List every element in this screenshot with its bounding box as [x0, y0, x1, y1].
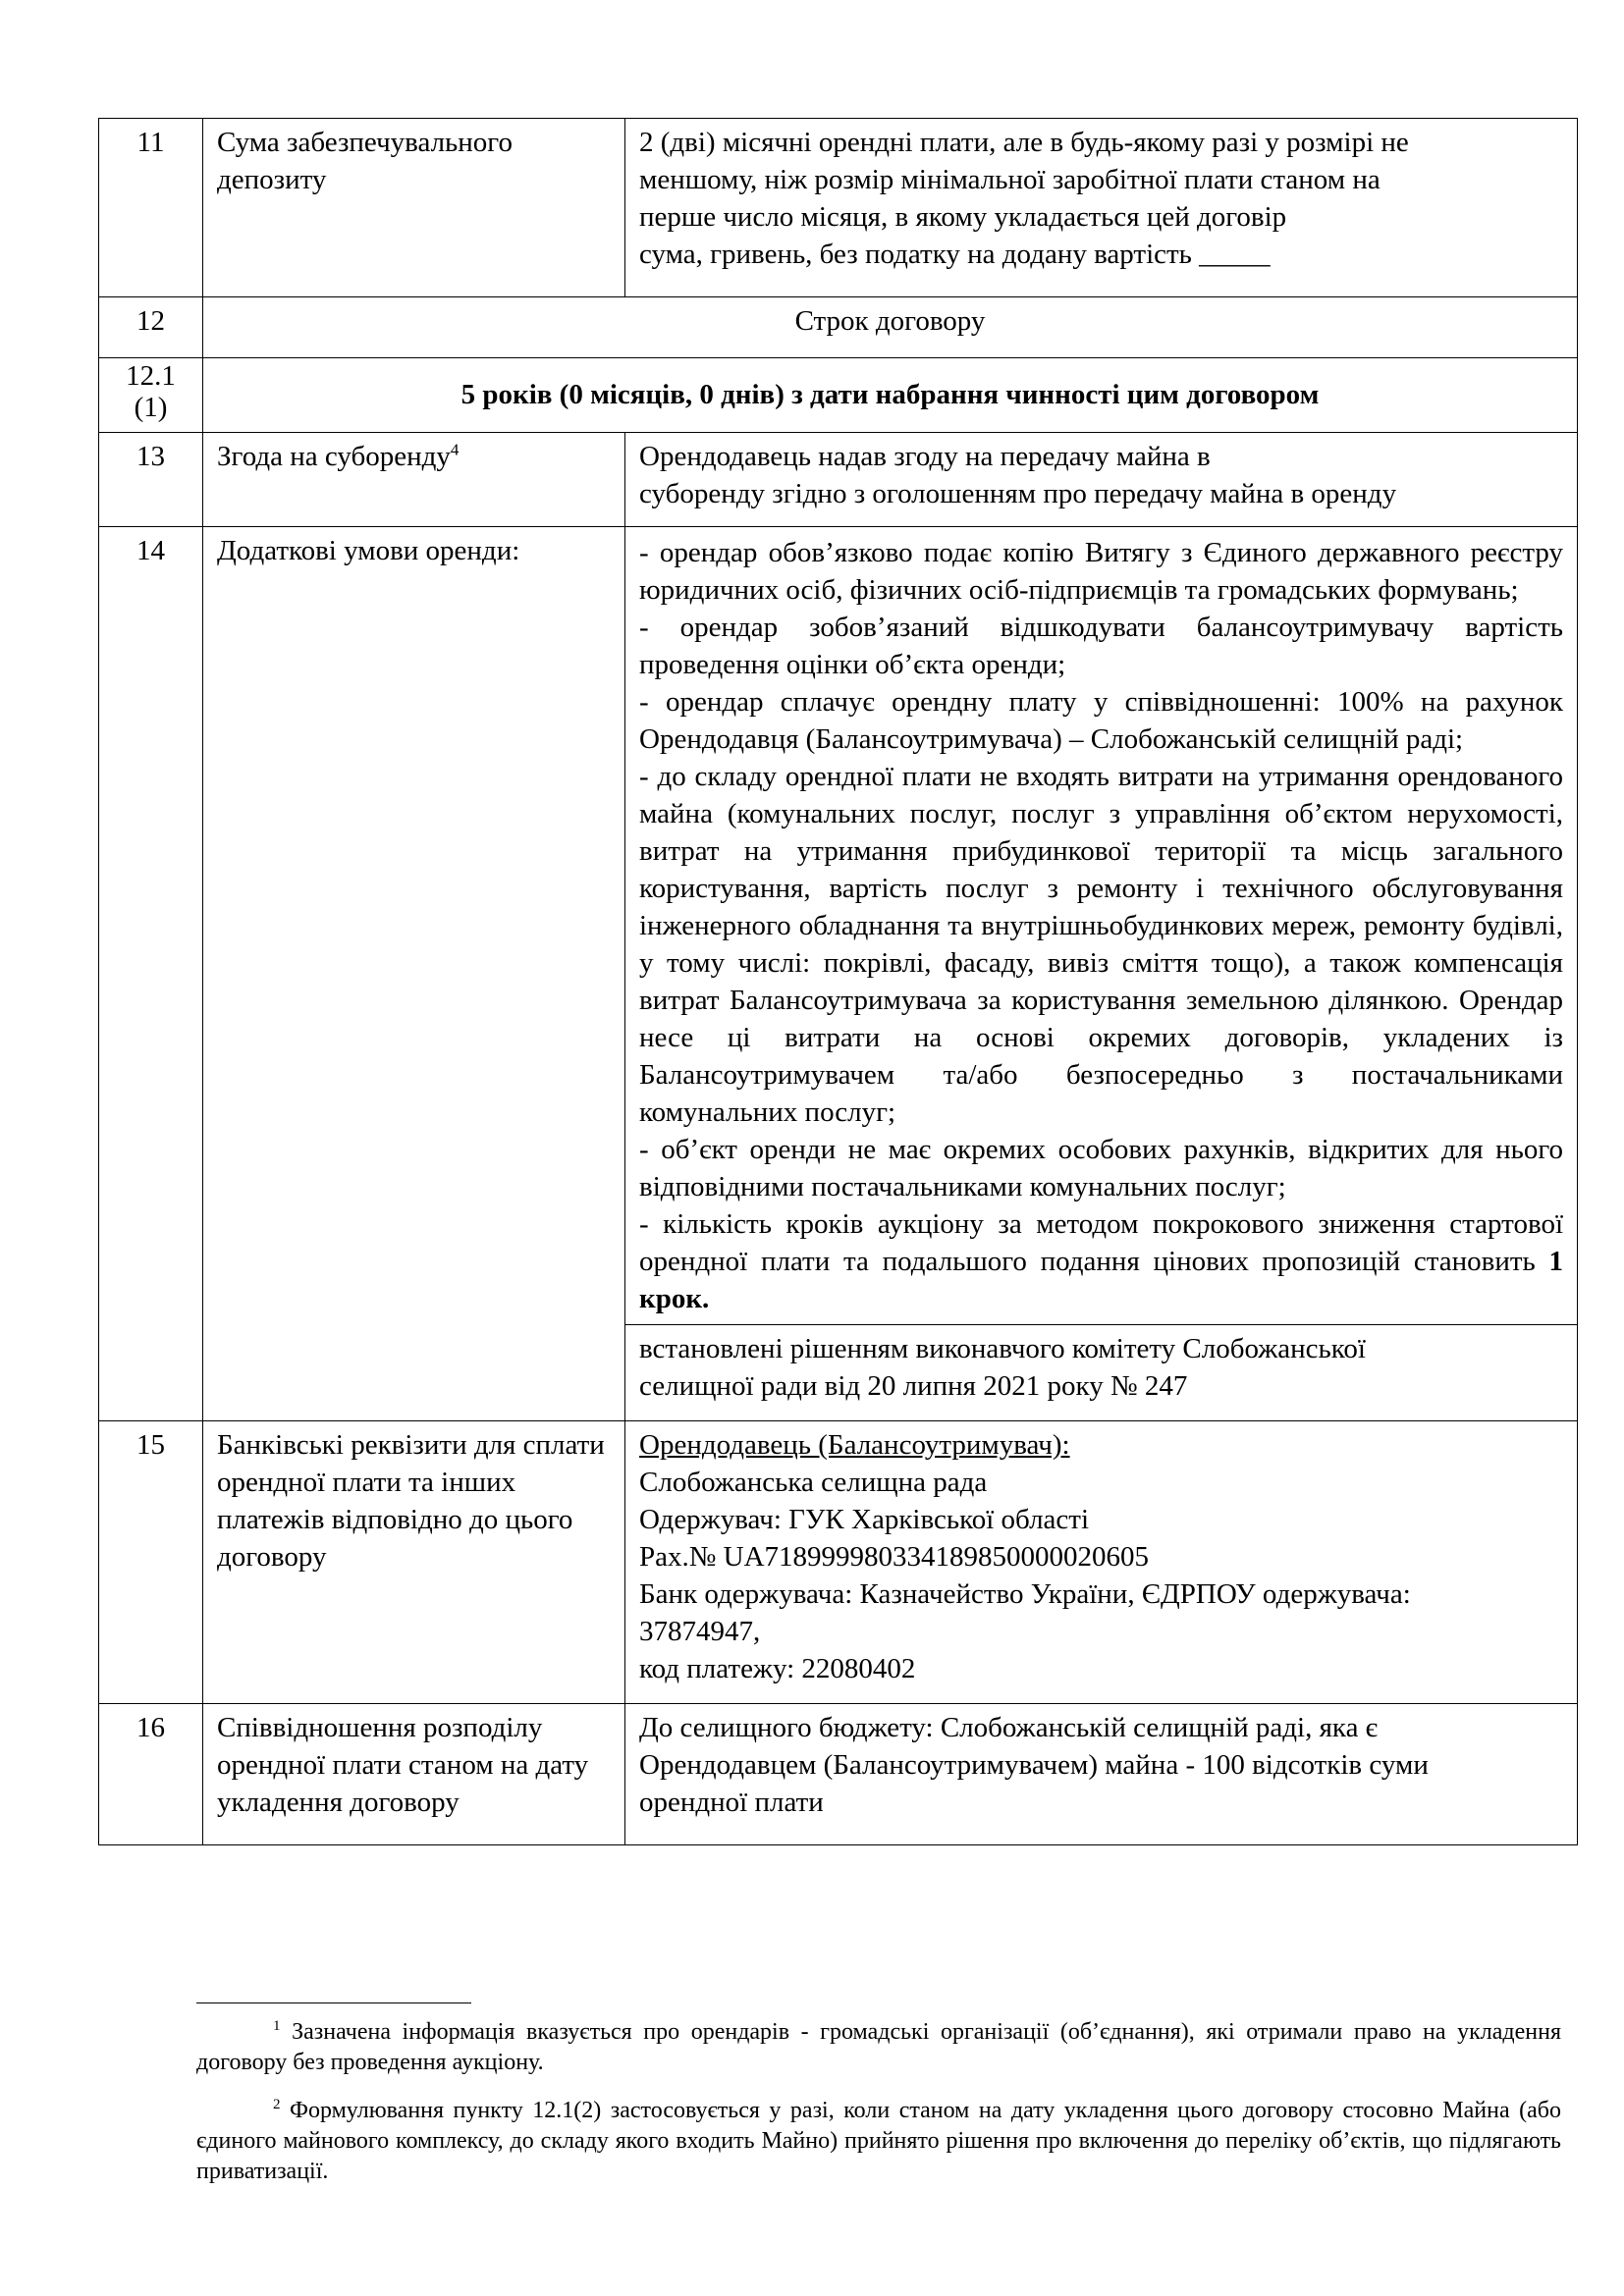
table-row-11 [99, 119, 1578, 297]
table-row-12 [99, 297, 1578, 358]
text-line: меншому, ніж розмір мінімальної заробітної плати станом на [639, 164, 1380, 195]
condition-item: - орендар зобов’язаний відшкодувати балансоутримувачу вартість проведення оцінки об’єкта оренди; [639, 612, 1563, 680]
text-line: перше число місяця, в якому укладається цей договір [639, 201, 1287, 233]
footnote-ref: 4 [450, 440, 460, 459]
auction-steps-value: 1 крок. [639, 1246, 1563, 1314]
auction-steps-text: - кількість кроків аукціону за методом покрокового зниження стартової орендної плати та подальшого подання цінових пропозицій становить [639, 1208, 1563, 1277]
text-line: Банк одержувача: Казначейство України, ЄДРПОУ одержувача: [639, 1578, 1411, 1610]
condition-item [639, 1205, 1563, 1317]
footnote-1 [196, 2017, 1561, 2078]
rent-distribution-cell [625, 1704, 1578, 1845]
text-line: сума, гривень, без податку на додану вартість _____ [639, 239, 1271, 270]
text-line: Одержувач: ГУК Харківської області [639, 1504, 1090, 1535]
section-heading: Строк договору [203, 297, 1578, 358]
text-line: встановлені рішенням виконавчого комітету Слобожанської [639, 1333, 1366, 1364]
row-number: 14 [99, 527, 203, 1421]
table-row-13 [99, 433, 1578, 527]
text-line: Орендодавцем (Балансоутримувачем) майна - 100 відсотків суми [639, 1749, 1429, 1781]
row-label: Банківські реквізити для сплати орендної плати та інших платежів відповідно до цього договору [203, 1421, 625, 1704]
table-row-15 [99, 1421, 1578, 1704]
text-line: До селищного бюджету: Слобожанській селищній раді, яка є [639, 1712, 1379, 1743]
contract-term: 5 років (0 місяців, 0 днів) з дати набрання чинності цим договором [203, 358, 1578, 433]
deposit-amount-cell [625, 119, 1578, 297]
landlord-heading: Орендодавець (Балансоутримувач): [639, 1429, 1070, 1461]
text-line: Слобожанська селищна рада [639, 1467, 988, 1498]
row-number: 12 [99, 297, 203, 358]
additional-conditions-cell [625, 527, 1578, 1325]
row-number: 13 [99, 433, 203, 527]
footnote-2 [196, 2096, 1561, 2187]
footnote-text: Зазначена інформація вказується про орендарів - громадські організації (об’єднання), які отримали право на укладення договору без проведення аукціону. [196, 2019, 1561, 2075]
footnote-text: Формулювання пункту 12.1(2) застосовується у разі, коли станом на дату укладення цього договору стосовно Майна (або єдиного майнового комплексу, до складу якого входить Майно) прийнято рішення про включення до переліку об’єктів, що підлягають приватизації. [196, 2098, 1561, 2184]
sublease-consent-cell [625, 433, 1578, 527]
text-line: 37874947, [639, 1616, 761, 1647]
condition-item: - об’єкт оренди не має окремих особових рахунків, відкритих для нього відповідними постачальниками комунальних послуг; [639, 1134, 1563, 1202]
lease-terms-table [98, 118, 1578, 1845]
row-number: 16 [99, 1704, 203, 1845]
row-label: Сума забезпечувального депозиту [203, 119, 625, 297]
table-row-16 [99, 1704, 1578, 1845]
payment-code-line: код платежу: 22080402 [639, 1653, 916, 1684]
condition-item: - до складу орендної плати не входять витрати на утримання орендованого майна (комунальних послуг, послуг з управління об’єктом нерухомості, витрат на утримання прибудинкової території та місць загального користування, вартість послуг з ремонту і технічного обслуговування інженерного обладнання та внутрішньобудинкових мереж, ремонту будівлі, у тому числі: покрівлі, фасаду, вивіз сміття тощо), а також компенсація витрат Балансоутримувача за користування земельною ділянкою. Орендар несе ці витрати на основі окремих договорів, укладених із Балансоутримувачем та/або безпосередньо з постачальниками комунальних послуг; [639, 761, 1563, 1128]
footnote-mark: 1 [273, 2018, 281, 2034]
iban-line: Рах.№ UA718999980334189850000020605 [639, 1541, 1150, 1573]
row-label: Співвідношення розподілу орендної плати станом на дату укладення договору [203, 1704, 625, 1845]
condition-item: - орендар сплачує орендну плату у співвідношенні: 100% на рахунок Орендодавця (Балансоутримувача) – Слобожанській селищній раді; [639, 686, 1563, 755]
condition-item: - орендар обов’язково подає копію Витягу з Єдиного державного реєстру юридичних осіб, фізичних осіб-підприємців та громадських формувань; [639, 537, 1563, 606]
row-number: 15 [99, 1421, 203, 1704]
decision-reference-cell [625, 1325, 1578, 1421]
table-row-12-1 [99, 358, 1578, 433]
row-number: 12.1 (1) [99, 358, 203, 433]
footnote-mark: 2 [273, 2097, 281, 2112]
footnote-separator [196, 2002, 471, 2003]
text-line: селищної ради від 20 липня 2021 року № 247 [639, 1370, 1188, 1402]
text-line: 2 (дві) місячні орендні плати, але в будь-якому разі у розмірі не [639, 127, 1409, 158]
row-label: Додаткові умови оренди: [203, 527, 625, 1421]
row-label [203, 433, 625, 527]
sublease-label: Згода на суборенду [217, 441, 451, 472]
bank-details-cell [625, 1421, 1578, 1704]
text-line: суборенду згідно з оголошенням про передачу майна в оренду [639, 478, 1397, 509]
table-row-14 [99, 527, 1578, 1325]
footnotes [196, 2017, 1561, 2205]
text-line: орендної плати [639, 1787, 824, 1818]
text-line: Орендодавець надав згоду на передачу майна в [639, 441, 1211, 472]
row-number: 11 [99, 119, 203, 297]
